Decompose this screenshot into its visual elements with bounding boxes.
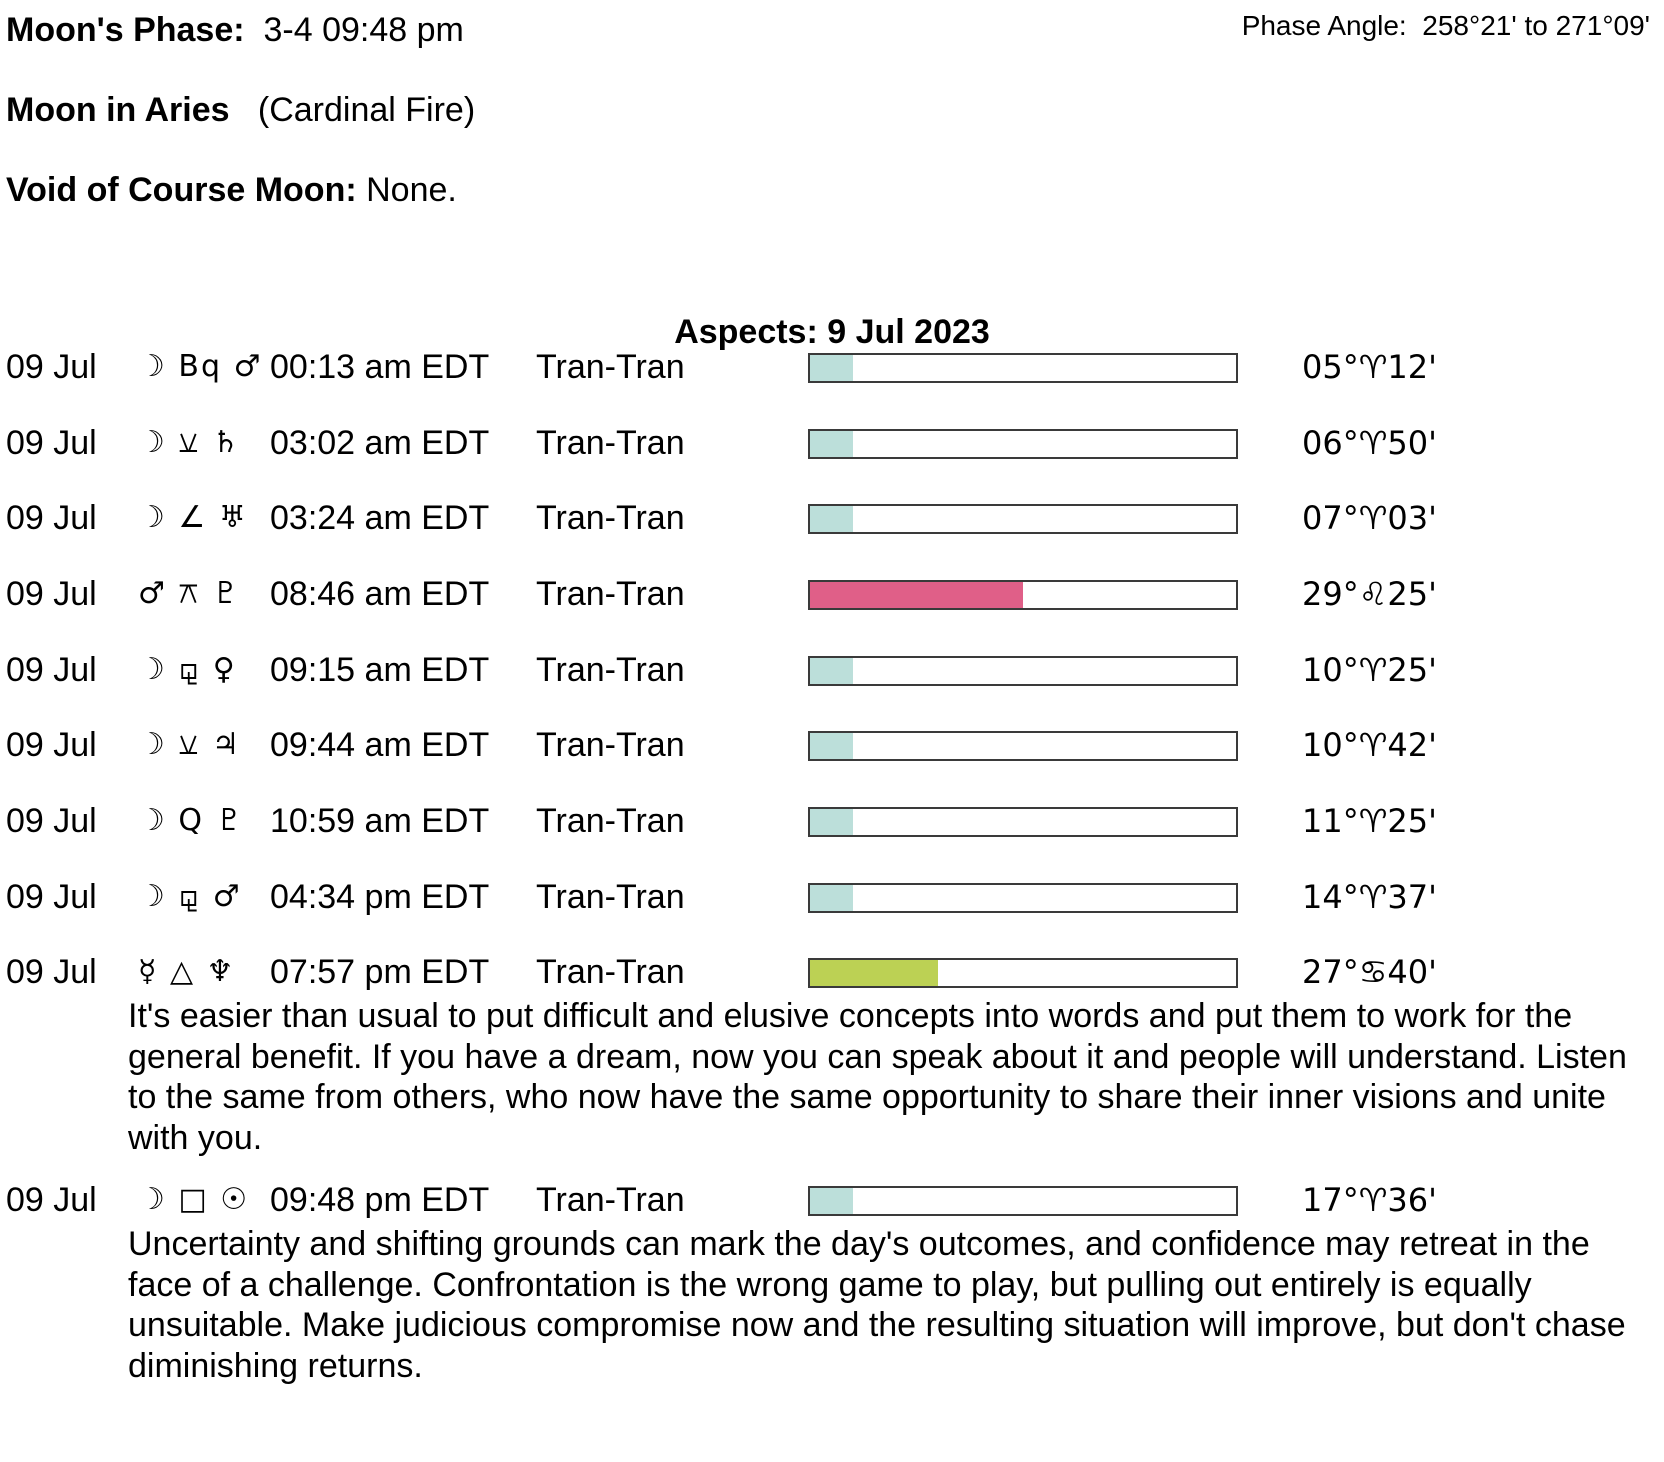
aspect-position: 10°♈42': [1302, 726, 1437, 764]
aspect-glyphs-icon: ☽ ⚼ ♂: [138, 879, 242, 914]
aspect-time: 09:15 am EDT: [270, 651, 490, 689]
aspect-date: 09 Jul: [6, 651, 97, 689]
aspect-date: 09 Jul: [6, 878, 97, 916]
aspect-date: 09 Jul: [6, 726, 97, 764]
aspect-date: 09 Jul: [6, 424, 97, 462]
aspect-type: Tran-Tran: [536, 424, 685, 462]
aspect-strength-fill: [810, 1188, 853, 1214]
aspect-row: [0, 1178, 1664, 1222]
aspect-date: 09 Jul: [6, 499, 97, 537]
moon-sign-detail: (Cardinal Fire): [257, 91, 476, 129]
aspect-strength-fill: [810, 885, 853, 911]
aspect-position: 17°♈36': [1302, 1181, 1437, 1219]
aspect-position: 10°♈25': [1302, 651, 1437, 689]
aspect-glyphs-icon: ☽ Q ♇: [138, 803, 245, 838]
void-of-course-value: None.: [366, 171, 457, 209]
aspect-description: Uncertainty and shifting grounds can mark the day's outcomes, and confidence may retreat in the face of a challenge. Confrontation is the wrong game to play, but pulling out entirely is equally unsuitable. Make judicious compromise now and the resulting situation will improve, but don't chase diminishing returns.: [128, 1225, 1626, 1385]
aspect-time: 10:59 am EDT: [270, 802, 490, 840]
aspect-type: Tran-Tran: [536, 499, 685, 537]
aspect-date: 09 Jul: [6, 1181, 97, 1219]
aspect-position: 05°♈12': [1302, 348, 1437, 386]
aspect-strength-fill: [810, 733, 853, 759]
aspect-strength-bar: [808, 429, 1238, 459]
aspect-date: 09 Jul: [6, 953, 97, 991]
aspect-time: 09:48 pm EDT: [270, 1181, 490, 1219]
aspect-strength-bar: [808, 883, 1238, 913]
aspect-position: 06°♈50': [1302, 424, 1437, 462]
moon-phase-value: 3-4 09:48 pm: [263, 11, 464, 49]
aspect-time: 08:46 am EDT: [270, 575, 490, 613]
aspect-position: 29°♌25': [1302, 575, 1437, 613]
aspect-type: Tran-Tran: [536, 802, 685, 840]
aspect-strength-fill: [810, 582, 1023, 608]
aspects-title: Aspects: 9 Jul 2023: [674, 313, 990, 351]
aspect-row: [0, 345, 1664, 389]
aspect-strength-bar: [808, 353, 1238, 383]
void-of-course-line: [6, 170, 457, 210]
aspect-strength-fill: [810, 506, 853, 532]
aspect-row: [0, 875, 1664, 919]
aspect-date: 09 Jul: [6, 348, 97, 386]
aspect-type: Tran-Tran: [536, 348, 685, 386]
aspect-row: [0, 723, 1664, 767]
aspect-description: It's easier than usual to put difficult and elusive concepts into words and put them to work for the general benefit. If you have a dream, now you can speak about it and people will understand. Listen to the same from others, who now have the same opportunity to share their inner visions and unite with you.: [128, 997, 1627, 1157]
aspect-strength-bar: [808, 731, 1238, 761]
aspect-time: 04:34 pm EDT: [270, 878, 490, 916]
aspect-strength-bar: [808, 504, 1238, 534]
aspect-glyphs-icon: ♂ ⚻ ♇: [138, 576, 241, 611]
aspect-glyphs-icon: ☿ △ ♆: [138, 954, 236, 989]
aspect-position: 07°♈03': [1302, 499, 1437, 537]
aspect-row: [0, 799, 1664, 843]
aspect-strength-fill: [810, 355, 853, 381]
aspect-glyphs-icon: ☽ ⚼ ♀: [138, 652, 237, 687]
moon-phase-label: Moon's Phase:: [6, 11, 245, 49]
aspect-glyphs-icon: ☽ □ ☉: [138, 1182, 250, 1217]
aspect-glyphs-icon: ☽ ⚺ ♄: [138, 425, 241, 460]
aspect-row: [0, 421, 1664, 465]
phase-angle-value: 258°21' to 271°09': [1422, 10, 1650, 41]
phase-angle-label: Phase Angle:: [1241, 10, 1407, 41]
aspect-time: 03:02 am EDT: [270, 424, 490, 462]
aspect-type: Tran-Tran: [536, 651, 685, 689]
aspect-strength-bar: [808, 580, 1238, 610]
aspect-date: 09 Jul: [6, 575, 97, 613]
aspect-position: 11°♈25': [1302, 802, 1437, 840]
aspect-type: Tran-Tran: [536, 953, 685, 991]
aspect-position: 14°♈37': [1302, 878, 1437, 916]
aspect-type: Tran-Tran: [536, 1181, 685, 1219]
aspect-row: [0, 572, 1664, 616]
aspect-glyphs-icon: ☽ ∠ ♅: [138, 500, 248, 535]
aspect-time: 00:13 am EDT: [270, 348, 490, 386]
aspect-type: Tran-Tran: [536, 726, 685, 764]
aspect-type: Tran-Tran: [536, 878, 685, 916]
aspect-row: [0, 648, 1664, 692]
aspect-strength-bar: [808, 656, 1238, 686]
aspect-row: [0, 496, 1664, 540]
aspect-strength-bar: [808, 1186, 1238, 1216]
aspect-position: 27°♋40': [1302, 953, 1437, 991]
aspect-date: 09 Jul: [6, 802, 97, 840]
aspect-glyphs-icon: ☽ Bq ♂: [138, 349, 263, 384]
aspect-time: 09:44 am EDT: [270, 726, 490, 764]
aspect-strength-fill: [810, 658, 853, 684]
moon-sign-line: [6, 90, 475, 130]
aspect-strength-fill: [810, 431, 853, 457]
aspect-time: 03:24 am EDT: [270, 499, 490, 537]
moon-phase-line: [6, 10, 464, 50]
aspect-strength-bar: [808, 807, 1238, 837]
aspect-strength-fill: [810, 809, 853, 835]
phase-angle: [1242, 8, 1650, 44]
aspect-row: [0, 950, 1664, 994]
aspect-time: 07:57 pm EDT: [270, 953, 490, 991]
aspect-type: Tran-Tran: [536, 575, 685, 613]
aspect-strength-fill: [810, 960, 938, 986]
void-of-course-label: Void of Course Moon:: [6, 171, 357, 209]
moon-sign-label: Moon in Aries: [6, 91, 230, 129]
aspect-strength-bar: [808, 958, 1238, 988]
aspect-glyphs-icon: ☽ ⚺ ♃: [138, 727, 241, 762]
